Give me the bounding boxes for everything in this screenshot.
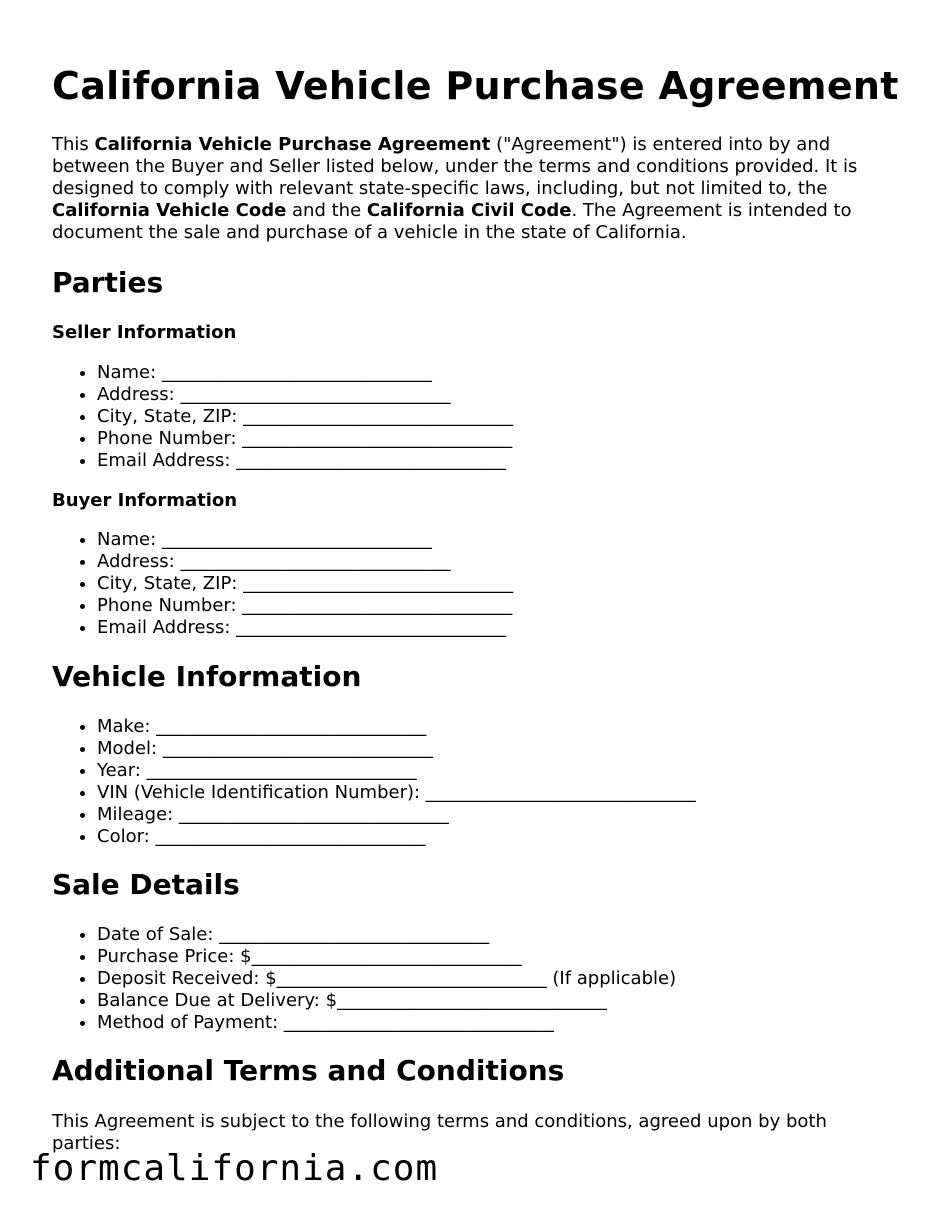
intro-text-4: . The Agreement is intended to document the sale and purchase of a vehicle in the state of California.: [52, 200, 852, 243]
intro-bold-agreement: California Vehicle Purchase Agreement: [94, 134, 491, 155]
page-title: California Vehicle Purchase Agreement: [52, 64, 899, 108]
purchase-price-field: • Purchase Price: $______________________________: [97, 946, 676, 968]
vehicle-year-field: • Year: ______________________________: [97, 760, 696, 782]
vehicle-model-field: • Model: ______________________________: [97, 738, 696, 760]
buyer-email-field: • Email Address: ______________________________: [97, 617, 513, 639]
parties-heading: Parties: [52, 266, 164, 299]
buyer-info-list: [52, 529, 513, 639]
seller-phone-field: • Phone Number: ______________________________: [97, 428, 513, 450]
sale-details-list: [52, 924, 676, 1034]
vehicle-make-field: • Make: ______________________________: [97, 716, 696, 738]
vehicle-color-field: • Color: ______________________________: [97, 826, 696, 848]
buyer-name-field: • Name: ______________________________: [97, 529, 513, 551]
deposit-received-field: • Deposit Received: $______________________________ (If applicable): [97, 968, 676, 990]
intro-text-2: ("Agreement") is entered into by and between the Buyer and Seller listed below, under the terms and conditions provided. It is designed to comply with relevant state-specific laws, including, but not limited to, the: [52, 134, 858, 199]
intro-bold-civil-code: California Civil Code: [366, 200, 572, 221]
sale-details-heading: Sale Details: [52, 868, 240, 901]
seller-email-field: • Email Address: ______________________________: [97, 450, 513, 472]
site-watermark: formcalifornia.com: [30, 1148, 439, 1189]
seller-info-heading: Seller Information: [52, 322, 237, 343]
intro-text-3: and the: [286, 200, 367, 221]
seller-name-field: • Name: ______________________________: [97, 362, 513, 384]
intro-bold-vehicle-code: California Vehicle Code: [52, 200, 287, 221]
method-of-payment-field: • Method of Payment: ______________________________: [97, 1012, 676, 1034]
buyer-address-field: • Address: ______________________________: [97, 551, 513, 573]
seller-info-list: [52, 362, 513, 472]
buyer-info-heading: Buyer Information: [52, 490, 238, 511]
intro-paragraph: [52, 134, 882, 244]
buyer-phone-field: • Phone Number: ______________________________: [97, 595, 513, 617]
additional-terms-heading: Additional Terms and Conditions: [52, 1054, 565, 1087]
vehicle-mileage-field: • Mileage: ______________________________: [97, 804, 696, 826]
vehicle-info-list: [52, 716, 696, 848]
vehicle-vin-field: • VIN (Vehicle Identification Number): ______________________________: [97, 782, 696, 804]
additional-terms-text: This Agreement is subject to the following terms and conditions, agreed upon by both parties:: [52, 1111, 827, 1154]
seller-address-field: • Address: ______________________________: [97, 384, 513, 406]
buyer-city-state-zip-field: • City, State, ZIP: ______________________________: [97, 573, 513, 595]
balance-due-field: • Balance Due at Delivery: $______________________________: [97, 990, 676, 1012]
intro-text-1: This: [52, 134, 95, 155]
date-of-sale-field: • Date of Sale: ______________________________: [97, 924, 676, 946]
seller-city-state-zip-field: • City, State, ZIP: ______________________________: [97, 406, 513, 428]
vehicle-info-heading: Vehicle Information: [52, 660, 362, 693]
